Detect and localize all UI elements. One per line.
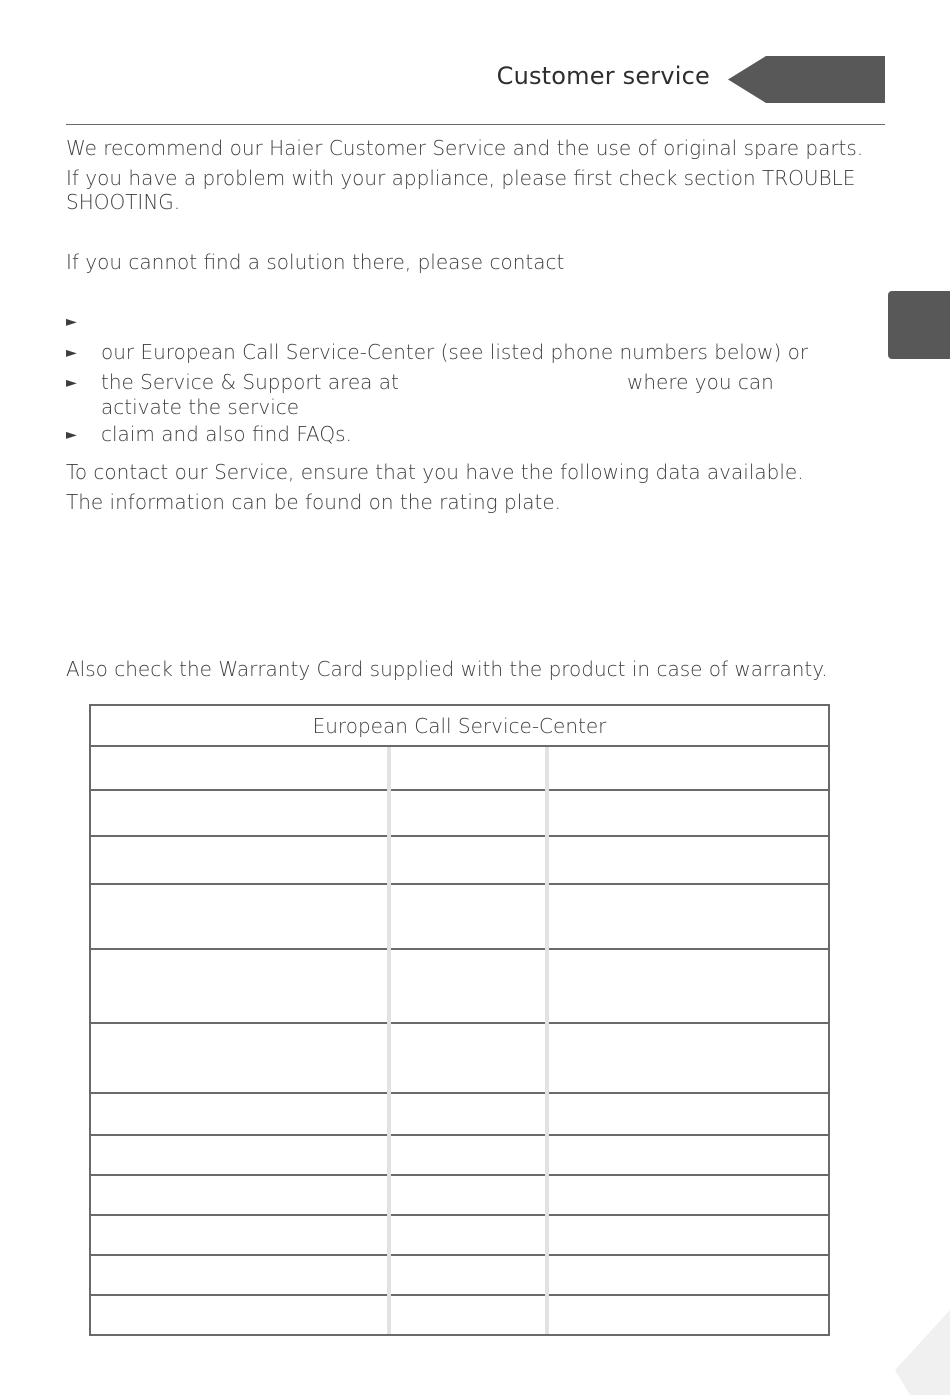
table-cell [91, 1296, 387, 1336]
table-cell [91, 747, 387, 789]
table-cell [391, 1216, 545, 1254]
table-cell [91, 837, 387, 883]
table-cell [91, 1136, 387, 1174]
table-cell [391, 1176, 545, 1214]
table-cell [391, 1296, 545, 1336]
table-cell [91, 1024, 387, 1092]
table-cell [549, 837, 828, 883]
table-row [91, 885, 828, 950]
table-cell [391, 791, 545, 835]
table-cell [91, 1094, 387, 1134]
table-cell [91, 1256, 387, 1294]
chapter-side-tab [888, 291, 950, 359]
table-cell [391, 950, 545, 1022]
table-cell [391, 1094, 545, 1134]
table-cell [391, 747, 545, 789]
list-item: the Service & Support area at [101, 370, 399, 394]
column-divider [545, 747, 549, 1334]
table-cell [549, 1024, 828, 1092]
table-cell [391, 885, 545, 948]
table-cell [91, 791, 387, 835]
intro-line-2: If you have a problem with your appliance, please first check section TROUBLE [66, 166, 856, 190]
table-row [91, 950, 828, 1024]
intro-line-3: SHOOTING. [66, 190, 181, 214]
list-item: our European Call Service-Center (see listed phone numbers below) or [101, 340, 809, 364]
contact-line-2: The information can be found on the rating plate. [66, 490, 562, 514]
column-divider [387, 747, 391, 1334]
table-cell [549, 1136, 828, 1174]
table-cell [549, 950, 828, 1022]
table-cell [549, 747, 828, 789]
table-cell [391, 1256, 545, 1294]
page-corner-icon [890, 1310, 950, 1395]
table-cell [549, 1296, 828, 1336]
bullet-arrow-icon: ► [66, 345, 77, 361]
table-row [91, 1296, 828, 1336]
table-caption: European Call Service-Center [91, 706, 828, 747]
contact-line-1: To contact our Service, ensure that you have the following data available. [66, 460, 804, 484]
table-cell [549, 1094, 828, 1134]
intro-line-4: If you cannot find a solution there, please contact [66, 250, 565, 274]
table-cell [91, 950, 387, 1022]
table-row [91, 747, 828, 791]
table-cell [391, 837, 545, 883]
table-row [91, 1256, 828, 1296]
list-item: claim and also find FAQs. [101, 422, 352, 446]
table-cell [549, 791, 828, 835]
table-cell [549, 885, 828, 948]
table-row [91, 1094, 828, 1136]
warranty-note: Also check the Warranty Card supplied with the product in case of warranty. [66, 657, 828, 681]
table-row [91, 1176, 828, 1216]
page-title: Customer service [496, 62, 710, 90]
bullet-arrow-icon: ► [66, 427, 77, 443]
table-cell [549, 1256, 828, 1294]
list-item-continuation: where you can [627, 370, 774, 394]
table-cell [391, 1136, 545, 1174]
table-cell [549, 1176, 828, 1214]
list-item-line-2: activate the service [101, 395, 300, 419]
table-cell [391, 1024, 545, 1092]
table-row [91, 837, 828, 885]
table-row [91, 791, 828, 837]
bullet-arrow-icon: ► [66, 375, 77, 391]
intro-line-1: We recommend our Haier Customer Service and the use of original spare parts. [66, 136, 864, 160]
table-cell [549, 1216, 828, 1254]
service-center-table [89, 704, 830, 1336]
table-row [91, 1216, 828, 1256]
bullet-arrow-icon: ► [66, 314, 77, 330]
table-row [91, 1136, 828, 1176]
table-cell [91, 885, 387, 948]
section-tab-arrow-icon [728, 56, 885, 103]
table-cell [91, 1176, 387, 1214]
table-row [91, 1024, 828, 1094]
table-cell [91, 1216, 387, 1254]
header-divider [66, 124, 885, 125]
